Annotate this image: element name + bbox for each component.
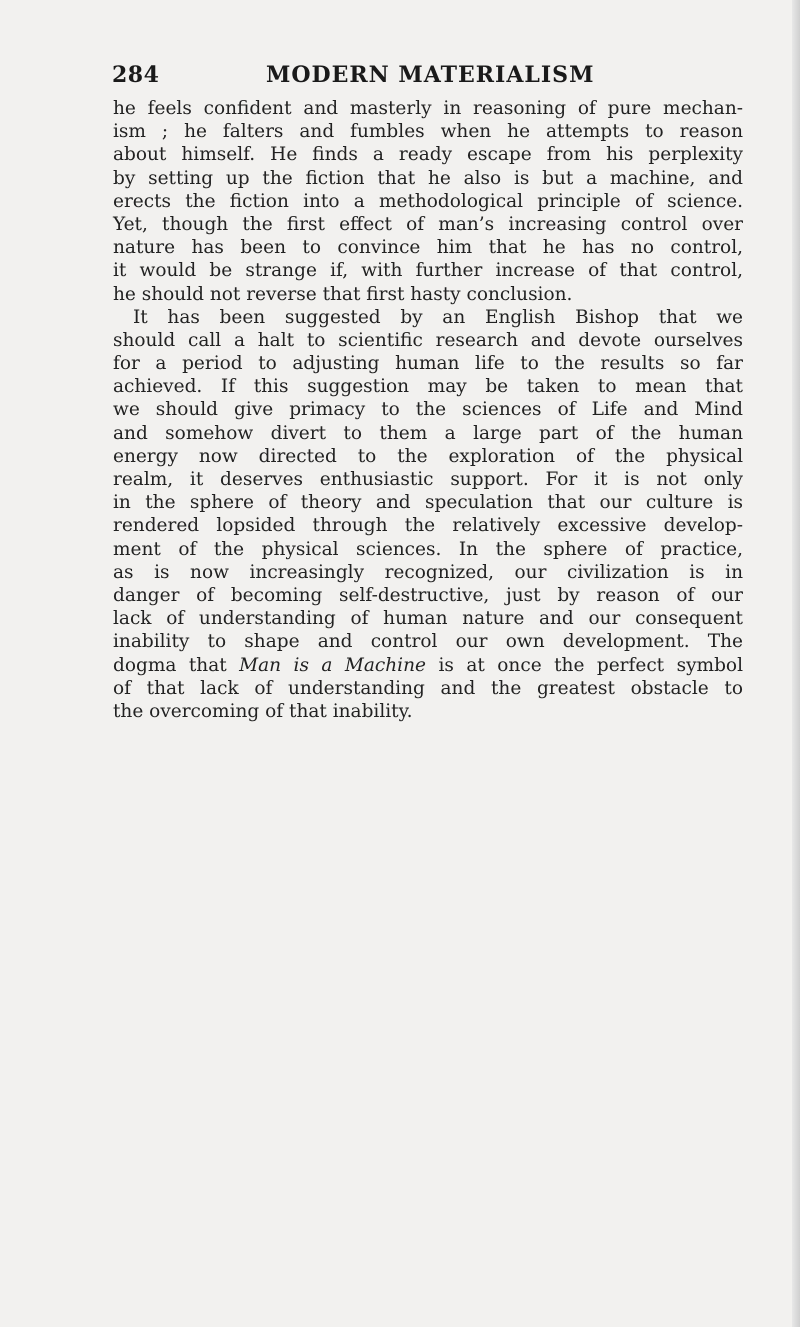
text-line: he should not reverse that first hasty conclusion. bbox=[113, 283, 573, 305]
text-line: it would be strange if, with further increase of that control, bbox=[113, 260, 743, 282]
text-line: erects the fiction into a methodological principle of science. bbox=[113, 190, 743, 212]
text-line: by setting up the fiction that he also is but a machine, and bbox=[113, 167, 743, 189]
text-line: energy now directed to the exploration of the physical bbox=[113, 445, 743, 467]
page-edge bbox=[792, 0, 800, 1327]
text-line: lack of understanding of human nature and our consequent bbox=[113, 608, 743, 630]
chapter-title: MODERN MATERIALISM bbox=[266, 62, 595, 88]
paragraph-1 bbox=[113, 97, 743, 306]
text-line: about himself. He finds a ready escape from his perplexity bbox=[113, 144, 743, 166]
text-line: of that lack of understanding and the greatest obstacle to bbox=[113, 677, 743, 699]
text-line: for a period to adjusting human life to the results so far bbox=[113, 353, 743, 375]
dogma-after: is at once the perfect symbol bbox=[425, 654, 743, 676]
dogma-before: dogma that bbox=[113, 654, 240, 676]
text-line: in the sphere of theory and speculation that our culture is bbox=[113, 492, 743, 514]
text-line: the overcoming of that inability. bbox=[113, 700, 413, 722]
text-line: realm, it deserves enthusiastic support. For it is not only bbox=[113, 469, 743, 490]
text-line: ment of the physical sciences. In the sphere of practice, bbox=[113, 538, 743, 560]
body-text bbox=[113, 97, 743, 723]
text-line: as is now increasingly recognized, our civilization is in bbox=[113, 561, 743, 583]
text-line: achieved. If this suggestion may be taken to mean that bbox=[113, 376, 743, 398]
dogma-italic: Man is a Machine bbox=[239, 654, 426, 676]
text-line: ism ; he falters and fumbles when he attempts to reason bbox=[113, 121, 743, 143]
text-line: rendered lopsided through the relatively excessive develop- bbox=[113, 515, 743, 537]
text-line: It has been suggested by an English Bishop that we bbox=[133, 306, 743, 328]
text-line: he feels confident and masterly in reasoning of pure mechan- bbox=[113, 98, 743, 119]
text-line: Yet, though the first effect of man’s increasing control over bbox=[113, 213, 743, 235]
text-line: should call a halt to scientific research and devote ourselves bbox=[113, 329, 743, 351]
text-line: inability to shape and control our own development. The bbox=[113, 631, 743, 653]
text-line: danger of becoming self-destructive, just by reason of our bbox=[113, 584, 743, 606]
text-line: nature has been to convince him that he has no control, bbox=[113, 237, 743, 259]
text-line-dogma bbox=[113, 654, 743, 677]
text-line: we should give primacy to the sciences of Life and Mind bbox=[113, 399, 743, 421]
page-number: 284 bbox=[112, 62, 160, 88]
text-line: and somehow divert to them a large part of the human bbox=[113, 422, 743, 444]
running-head bbox=[112, 62, 740, 92]
paragraph-2 bbox=[113, 306, 743, 723]
